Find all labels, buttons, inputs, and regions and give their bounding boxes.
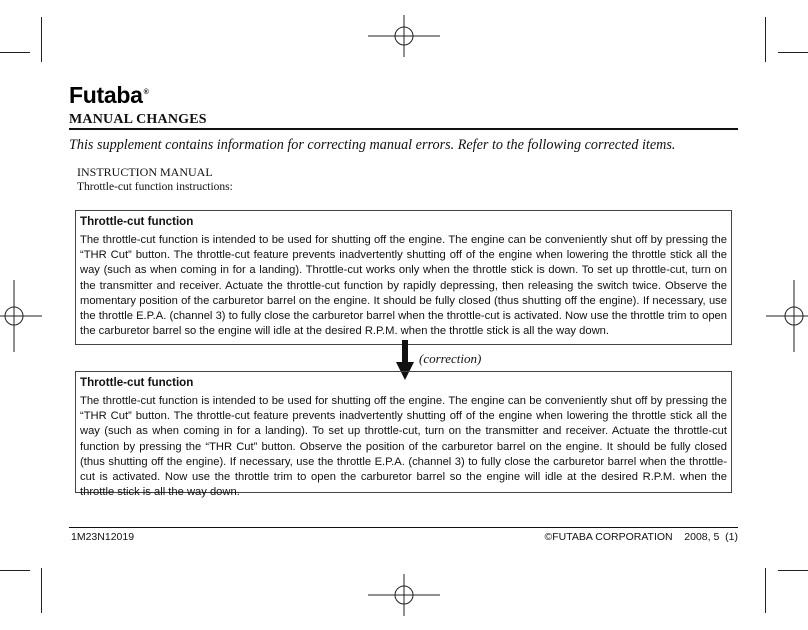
registration-mark bbox=[368, 15, 440, 57]
corrected-text-box bbox=[75, 371, 732, 499]
original-heading: Throttle-cut function bbox=[80, 215, 194, 228]
crop-mark bbox=[765, 568, 766, 613]
crop-mark bbox=[41, 17, 42, 62]
divider bbox=[69, 128, 738, 130]
intro-text: This supplement contains information for correcting manual errors. Refer to the following corrected items. bbox=[69, 137, 676, 153]
crop-mark bbox=[0, 52, 30, 53]
registration-mark bbox=[766, 280, 808, 352]
document-code: 1M23N12019 bbox=[71, 531, 135, 543]
corrected-body: The throttle-cut function is intended to be used for shutting off the engine. The engine can be conveniently shut off by pressing the “THR Cut” button. The throttle-cut feature prevents inadvertently shutting off of the engine when lowering the throttle stick all the way (such as when coming in for a landing). To set up throttle-cut, turn on the transmitter and receiver. Actuate the throttle-cut function by pressing the “THR Cut” button. Observe the position of the carburetor barrel on the engine. It should be fully closed (thus shutting off the engine). If necessary, use the throttle E.P.A. (channel 3) to fully close the carburetor barrel when the throttle-cut is activated. Now use the throttle trim to open the carburetor barrel so the engine will idle at the desired R.P.M. when the throttle stick is all the way down. bbox=[80, 395, 727, 499]
crop-mark bbox=[778, 52, 808, 53]
corrected-heading: Throttle-cut function bbox=[80, 376, 194, 389]
crop-mark bbox=[765, 17, 766, 62]
registration-mark bbox=[0, 280, 42, 352]
section-reference: Throttle-cut function instructions: bbox=[77, 181, 233, 193]
original-text-box bbox=[75, 210, 732, 345]
page-title: MANUAL CHANGES bbox=[69, 112, 207, 127]
crop-mark bbox=[0, 570, 30, 571]
registration-mark bbox=[368, 574, 440, 616]
copyright-text: ©FUTABA CORPORATION 2008, 5 (1) bbox=[544, 531, 738, 543]
correction-label: (correction) bbox=[419, 351, 482, 366]
crop-mark bbox=[778, 570, 808, 571]
manual-name: INSTRUCTION MANUAL bbox=[77, 165, 213, 179]
crop-mark bbox=[41, 568, 42, 613]
brand-logo: Futaba® bbox=[69, 82, 149, 108]
original-body: The throttle-cut function is intended to be used for shutting off the engine. The engine can be conveniently shut off by pressing the “THR Cut” button. The throttle-cut feature prevents inadvertently shutting off of the engine when lowering the throttle stick all the way (such as when coming in for a landing). Throttle-cut works only when the throttle stick is down. To set up throttle-cut, turn on the transmitter and receiver. Actuate the throttle-cut function by rapidly depressing, then releasing the switch twice. Observe the momentary position of the carburetor barrel on the engine. It should be fully closed (thus shutting off the engine). If necessary, use the throttle E.P.A. (channel 3) to fully close the carburetor barrel when the throttle-cut is activated. Now use the throttle trim to open the carburetor barrel so the engine will idle at the desired R.P.M. when the throttle stick is all the way down. bbox=[80, 234, 727, 338]
footer-divider bbox=[69, 527, 738, 528]
